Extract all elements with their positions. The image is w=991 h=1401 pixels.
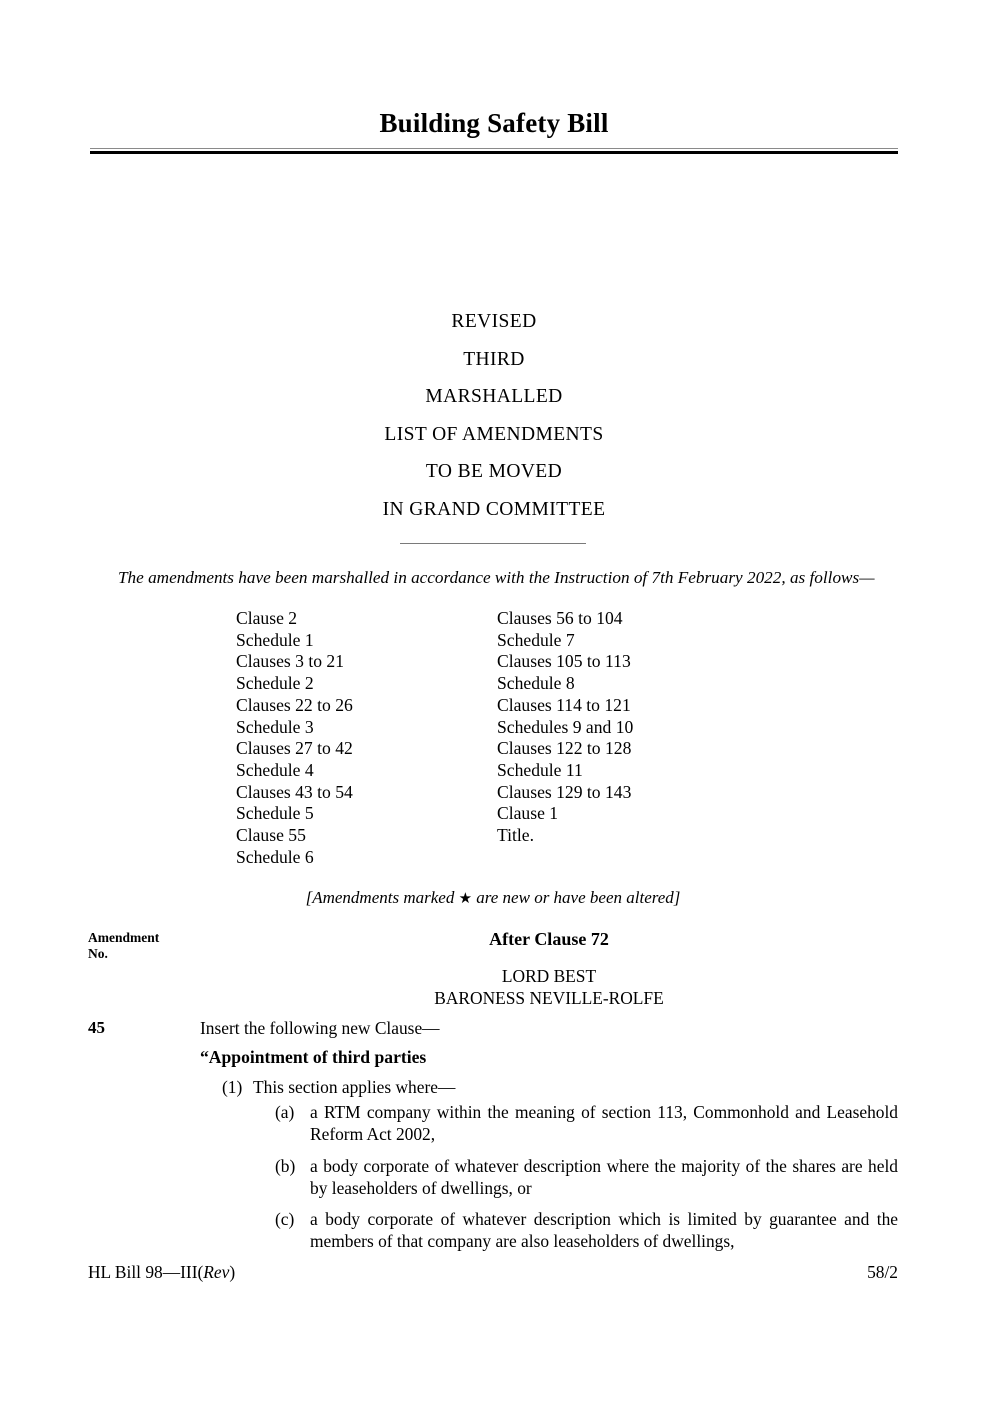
list-item: Clauses 122 to 128 — [497, 738, 632, 759]
amendment-no-label-line2: No. — [88, 946, 108, 961]
heading-line-committee: IN GRAND COMMITTEE — [382, 498, 606, 520]
list-item: Schedule 6 — [236, 846, 314, 867]
footer-bill-ref-rev: Rev — [203, 1262, 230, 1282]
separator-rule — [400, 543, 586, 544]
list-item: Clauses 56 to 104 — [497, 608, 623, 628]
footer-page-number: 58/2 — [867, 1262, 898, 1282]
amendment-intro: Insert the following new Clause— — [200, 1018, 440, 1038]
sponsor-name: LORD BEST — [501, 966, 597, 986]
item-text: a RTM company within the meaning of section 113, Commonhold and Leasehold Reform Act 2002, — [310, 1102, 898, 1145]
instruction-paragraph: The amendments have been marshalled in accordance with the Instruction of 7th February 2022, as follows— — [118, 568, 875, 587]
sponsor-name: BARONESS NEVILLE-ROLFE — [434, 988, 664, 1008]
heading-line-third: THIRD — [463, 348, 525, 370]
item-label: (c) — [275, 1209, 295, 1230]
list-item — [275, 1101, 898, 1146]
list-item: Schedule 2 — [236, 673, 314, 694]
item-label: (a) — [275, 1102, 295, 1122]
list-item: Clause 2 — [236, 608, 298, 628]
document-heading-block — [90, 303, 898, 528]
subsection-text: This section applies where— — [253, 1077, 456, 1097]
list-item: Clause 1 — [497, 803, 559, 824]
clause-list-left-column — [236, 608, 353, 868]
lettered-items — [275, 1101, 898, 1262]
new-clause-title: “Appointment of third parties — [200, 1047, 427, 1067]
footer-bill-ref-main: HL Bill 98—III( — [88, 1262, 204, 1282]
list-item — [275, 1155, 898, 1200]
footer-bill-ref-close: ) — [229, 1262, 236, 1282]
heading-line-moved: TO BE MOVED — [425, 461, 563, 482]
heading-line-list: LIST OF AMENDMENTS — [384, 423, 604, 445]
list-item: Clauses 3 to 21 — [236, 651, 345, 672]
amendment-number: 45 — [88, 1018, 105, 1037]
list-item: Clauses 105 to 113 — [497, 651, 631, 672]
footer-bill-reference — [88, 1262, 235, 1283]
list-item: Clauses 22 to 26 — [236, 694, 353, 715]
list-item: Clause 55 — [236, 825, 306, 846]
list-item: Schedule 7 — [497, 629, 575, 650]
list-item: Clauses 129 to 143 — [497, 781, 632, 802]
subsection-marker: (1) — [222, 1077, 243, 1097]
item-label: (b) — [275, 1155, 296, 1176]
title-rule-thick — [90, 151, 898, 154]
title-rule — [90, 148, 898, 154]
amendment-no-label — [88, 930, 198, 962]
list-item: Schedule 3 — [236, 716, 314, 737]
list-item: Title. — [497, 825, 534, 846]
list-item: Schedule 4 — [236, 759, 314, 780]
list-item: Clauses 114 to 121 — [497, 694, 631, 715]
star-note-suffix: are new or have been altered] — [472, 888, 681, 907]
list-item: Schedule 8 — [497, 673, 575, 694]
list-item — [275, 1208, 898, 1253]
list-item: Schedules 9 and 10 — [497, 716, 634, 737]
clause-list-right-column — [497, 608, 633, 847]
list-item: Clauses 27 to 42 — [236, 738, 353, 759]
item-text: a body corporate of whatever description which is limited by guarantee and the members of that company are also leaseholders of dwellings, — [310, 1209, 898, 1252]
section-heading: After Clause 72 — [489, 929, 609, 949]
page-title: Building Safety Bill — [379, 108, 609, 138]
list-item: Schedule 11 — [497, 759, 583, 780]
subsection-1 — [222, 1077, 898, 1098]
heading-line-revised: REVISED — [451, 311, 537, 332]
star-icon: ★ — [458, 891, 473, 907]
list-item: Schedule 5 — [236, 803, 314, 824]
heading-line-marshalled: MARSHALLED — [425, 386, 563, 407]
amendment-no-label-line1: Amendment — [88, 930, 160, 945]
sponsor-list — [200, 965, 898, 1009]
star-note-prefix: [Amendments marked — [305, 888, 459, 907]
star-note — [88, 888, 898, 908]
item-text: a body corporate of whatever description where the majority of the shares are held by leaseholders of dwellings, or — [310, 1155, 898, 1198]
list-item: Clauses 43 to 54 — [236, 781, 353, 802]
list-item: Schedule 1 — [236, 629, 314, 650]
